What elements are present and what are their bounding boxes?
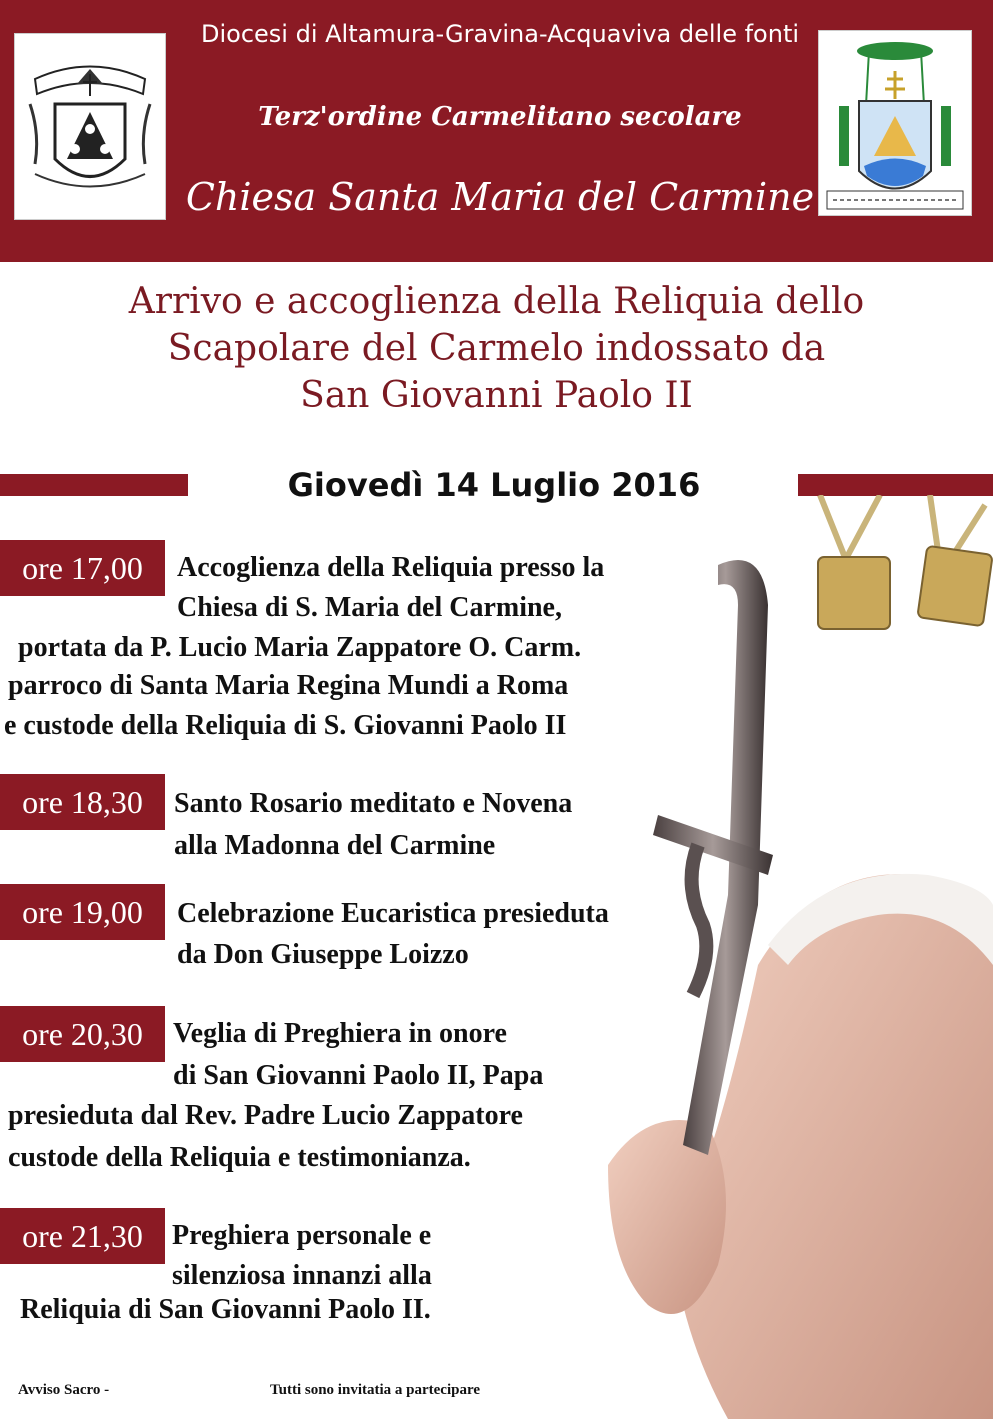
pope-photo bbox=[588, 545, 993, 1419]
title-line: San Giovanni Paolo II bbox=[300, 375, 693, 416]
event-description-line: Santo Rosario meditato e Novena bbox=[174, 788, 573, 819]
event-description-line: parroco di Santa Maria Regina Mundi a Roma bbox=[8, 670, 569, 701]
event-time-badge: ore 19,00 bbox=[0, 884, 165, 940]
event-description-line: custode della Reliquia e testimonianza. bbox=[8, 1142, 471, 1173]
event-time-badge: ore 18,30 bbox=[0, 774, 165, 830]
title-line: Scapolare del Carmelo indossato da bbox=[167, 328, 826, 369]
church-name: Chiesa Santa Maria del Carmine bbox=[185, 175, 815, 219]
event-date: Giovedì 14 Luglio 2016 bbox=[287, 466, 701, 504]
divider-left bbox=[0, 474, 188, 496]
event-description-line: portata da P. Lucio Maria Zappatore O. Carm. bbox=[18, 632, 582, 663]
event-time-badge: ore 20,30 bbox=[0, 1006, 165, 1062]
carmelite-crest-icon bbox=[14, 33, 166, 220]
event-description-line: Reliquia di San Giovanni Paolo II. bbox=[20, 1294, 431, 1325]
event-description-line: alla Madonna del Carmine bbox=[174, 830, 496, 861]
divider-right bbox=[798, 474, 993, 496]
event-time-badge: ore 21,30 bbox=[0, 1208, 165, 1264]
footer-invitation: Tutti sono invitatia a partecipare bbox=[270, 1382, 481, 1398]
diocese-name: Diocesi di Altamura-Gravina-Acquaviva delle fonti bbox=[200, 20, 800, 48]
event-description-line: Preghiera personale e bbox=[172, 1220, 432, 1251]
footer-notice: Avviso Sacro - bbox=[18, 1382, 110, 1398]
header-banner bbox=[0, 0, 993, 262]
event-title bbox=[0, 278, 993, 419]
order-name: Terz'ordine Carmelitano secolare bbox=[258, 102, 742, 132]
event-description-line: Accoglienza della Reliquia presso la bbox=[177, 552, 605, 583]
event-description-line: Celebrazione Eucaristica presieduta bbox=[177, 898, 609, 929]
scapular-icon bbox=[810, 495, 993, 635]
event-description-line: di San Giovanni Paolo II, Papa bbox=[173, 1060, 544, 1091]
event-description-line: Veglia di Preghiera in onore bbox=[173, 1018, 507, 1049]
bishop-crest-icon bbox=[818, 30, 972, 216]
title-line: Arrivo e accoglienza della Reliquia dello bbox=[128, 281, 865, 322]
event-description-line: da Don Giuseppe Loizzo bbox=[177, 939, 469, 970]
event-description-line: Chiesa di S. Maria del Carmine, bbox=[177, 592, 562, 623]
event-description-line: presieduta dal Rev. Padre Lucio Zappatore bbox=[8, 1100, 523, 1131]
event-description-line: silenziosa innanzi alla bbox=[172, 1260, 432, 1291]
event-description-line: e custode della Reliquia di S. Giovanni Paolo II bbox=[4, 710, 567, 741]
event-time-badge: ore 17,00 bbox=[0, 540, 165, 596]
